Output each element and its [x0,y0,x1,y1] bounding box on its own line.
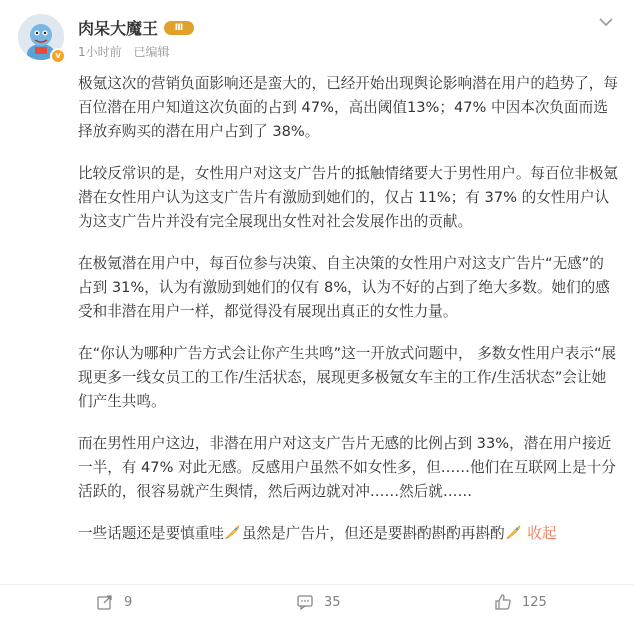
paragraph: 比较反常识的是，女性用户对这支广告片的抵触情绪要大于男性用户。每百位非极氪潜在女性用户认为这支广告片有激励到她们的，仅占 11%；有 37% 的女性用户认为这支广告片并没有完全展现出女性对社会发展作出的贡献。 [78,165,618,230]
repost-button[interactable] [96,593,132,611]
action-bar [0,584,634,617]
verified-badge: v [50,48,66,64]
post-content [78,72,618,564]
paragraph-last [78,522,618,546]
thumbs-up-icon [494,593,512,611]
rocket-emoji-icon [505,524,523,540]
rocket-emoji-icon [224,524,242,540]
comment-button[interactable] [296,593,341,611]
post-time[interactable]: 1小时前 [78,45,122,59]
like-button[interactable] [494,593,547,611]
paragraph: 极氪这次的营销负面影响还是蛮大的，已经开始出现舆论影响潜在用户的趋势了，每百位潜在用户知道这次负面的占到 47%，高出阈值13%；47% 中因本次负面而选择放弃购买的潜在用户占到了 38%。 [78,75,618,140]
paragraph: 在“你认为哪种广告方式会让你产生共鸣”这一开放式问题中， 多数女性用户表示“展现更多一线女员工的工作/生活状态，展现更多极氪女车主的工作/生活状态”会让她们产生共鸣。 [78,345,617,410]
author-block [78,16,194,39]
like-count: 125 [522,594,547,610]
text-segment: 虽然是广告片，但还是要斟酌斟酌再斟酌 [241,525,505,542]
author-name[interactable]: 肉呆大魔王 [78,19,159,38]
paragraph: 而在男性用户这边，非潜在用户对这支广告片无感的比例占到 33%，潜在用户接近一半，有 47% 对此无感。反感用户虽然不如女性多，但……他们在互联网上是十分活跃的，很容易就产生舆情，然后两边就对冲……然后就…… [78,435,616,500]
paragraph: 在极氪潜在用户中，每百位参与决策、自主决策的女性用户对这支广告片“无感”的占到 31%，认为有激励到她们的仅有 8%，认为不好的占到了绝大多数。她们的感受和非潜在用户一样，都觉得没有展现出真正的女性力量。 [78,255,610,320]
repost-count: 9 [124,594,133,610]
collapse-link[interactable]: 收起 [527,525,557,542]
level-badge[interactable]: Ⅲ [164,21,194,35]
comment-icon [296,593,314,611]
chevron-down-icon[interactable] [596,12,616,32]
text-segment: 一些话题还是要慎重哇 [78,525,224,542]
share-icon [96,593,114,611]
post-meta [78,43,177,60]
comment-count: 35 [324,594,341,610]
edited-label[interactable]: 已编辑 [133,45,170,59]
